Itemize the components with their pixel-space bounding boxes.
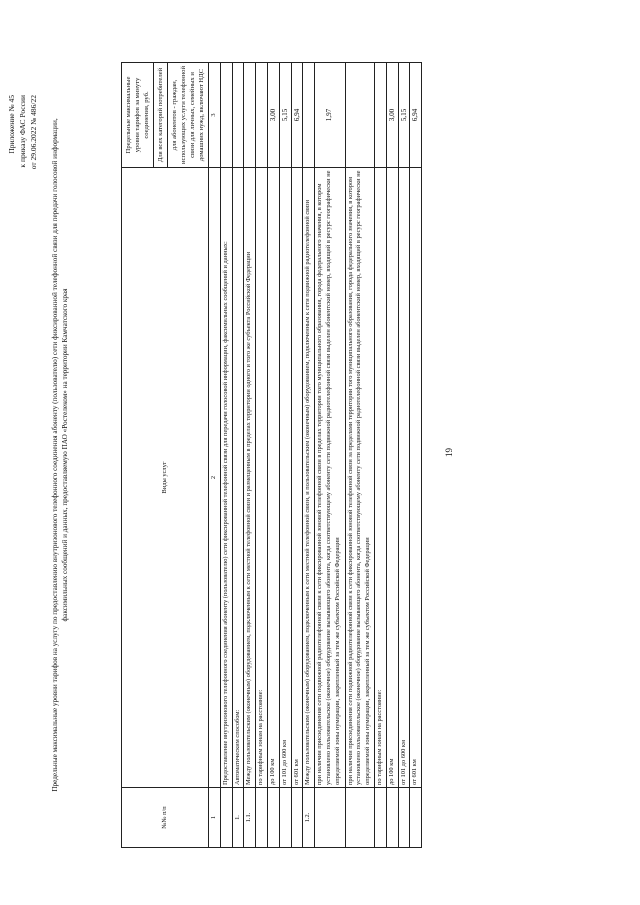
table-row: [374, 63, 386, 848]
header-limit: Предельные максимальные уровни тарифов за минуту соединения, руб.: [122, 63, 154, 168]
tariff-table: [121, 62, 422, 848]
row-tariff-value: 6,94: [410, 63, 422, 168]
row-service-text: при наличии присоединения сети подвижной радиотелефонной связи к сети фиксированной зоновой телефонной связи за пределами территории того муниципального образования, города федерального значения, в котором установлено пользовательское (оконечное) оборудование вызывающего абонента, когда соответствующему абоненту сети подвижной радиотелефонной связи выделен абонентский номер, входящий в ресурс географически не определяемой зоны нумерации, закрепленный за тем же субъектом Российской Федерации: [345, 168, 374, 788]
row-tariff-value: 3,00: [267, 63, 279, 168]
row-service-text: от 601 км: [410, 168, 422, 788]
row-number: 1.: [232, 788, 244, 848]
column-number-row: [209, 63, 221, 848]
row-service-text: от 101 до 600 км: [279, 168, 291, 788]
row-number: [291, 788, 303, 848]
column-number: 2: [209, 168, 221, 788]
row-service-text: до 100 км: [267, 168, 279, 788]
table-row: [386, 63, 398, 848]
row-service-text: при наличии присоединения сети подвижной радиотелефонной связи к сети фиксированной зоновой телефонной связи в пределах территории того муниципального образования, города федерального значения, в котором установлено пользовательское (оконечное) оборудование вызывающего абонента, когда соответствующему абоненту сети подвижной радиотелефонной связи выделен абонентский номер, входящий в ресурс географически не определяемой зоны нумерации, закрепленный за тем же субъектом Российской Федерации: [315, 168, 345, 788]
row-service-text: по тарифным зонам на расстояние:: [256, 168, 268, 788]
row-tariff-value: [220, 63, 232, 168]
appendix-line: Приложение № 45: [7, 95, 16, 154]
row-tariff-value: 5,15: [279, 63, 291, 168]
row-number: [386, 788, 398, 848]
row-number: [374, 788, 386, 848]
title-line: Предельные максимальные уровни тарифов на услугу по предоставлению внутризонового телефонного соединения абоненту (пользователю) сети фиксированной телефонной связи для передачи голосовой информации,: [51, 118, 59, 792]
row-service-text: Предоставление внутризонового телефонного соединения абоненту (пользователю) сети фиксированной телефонной связи для передачи голосовой информации, факсимильных сообщений и данных:: [220, 168, 232, 788]
row-number: [398, 788, 410, 848]
row-number: [345, 788, 374, 848]
row-tariff-value: [256, 63, 268, 168]
table-row: [291, 63, 303, 848]
row-number: [315, 788, 345, 848]
header-cat-citizens: для абонентов - граждан, использующих услуги телефонной связи для личных, семейных и домашних нужд, включают НДС: [168, 63, 209, 168]
row-number: [267, 788, 279, 848]
table-row: [256, 63, 268, 848]
document-title: [50, 65, 70, 845]
table-row: [398, 63, 410, 848]
table-header-row: [122, 63, 154, 848]
table-row: [267, 63, 279, 848]
row-tariff-value: [232, 63, 244, 168]
row-number: 1.1.: [244, 788, 256, 848]
row-service-text: до 100 км: [386, 168, 398, 788]
row-tariff-value: [374, 63, 386, 168]
header-service: Виды услуг: [122, 168, 209, 788]
title-line: факсимильных сообщений и данных, предоставляемую ПАО «Ростелеком» на территории Камчатского края: [61, 288, 69, 622]
row-service-text: Между пользовательским (оконечным) оборудованием, подключенным к сети местной телефонной связи, и пользовательским (оконечным) оборудованием, подключенным к сети подвижной радиотелефонной связи: [303, 168, 315, 788]
table-body: [220, 63, 421, 848]
table-row: [410, 63, 422, 848]
header-cat-all: Для всех категорий потребителей: [154, 63, 168, 168]
column-number: 1: [209, 788, 221, 848]
row-tariff-value: [244, 63, 256, 168]
row-number: [410, 788, 422, 848]
table-row: [232, 63, 244, 848]
appendix-line: к приказу ФАС России: [18, 95, 27, 168]
table-row: [315, 63, 345, 848]
row-tariff-value: 1,97: [315, 63, 345, 168]
header-num: №№ п/п: [122, 788, 209, 848]
appendix-line: от 29.06.2022 № 486/22: [29, 95, 38, 170]
table-row: [220, 63, 232, 848]
row-tariff-value: [303, 63, 315, 168]
row-tariff-value: [345, 63, 374, 168]
table-row: [303, 63, 315, 848]
table-row: [345, 63, 374, 848]
row-number: [220, 788, 232, 848]
row-service-text: от 101 до 600 км: [398, 168, 410, 788]
row-service-text: Между пользовательским (оконечным) оборудованием, подключенным к сети местной телефонной связи и размещенным в пределах территории одного и того же субъекта Российской Федерации: [244, 168, 256, 788]
page-number: 19: [444, 448, 454, 457]
row-tariff-value: 3,00: [386, 63, 398, 168]
row-number: 1.2.: [303, 788, 315, 848]
row-tariff-value: 6,94: [291, 63, 303, 168]
row-number: [256, 788, 268, 848]
row-number: [279, 788, 291, 848]
column-number: 3: [209, 63, 221, 168]
row-tariff-value: 5,15: [398, 63, 410, 168]
row-service-text: от 601 км: [291, 168, 303, 788]
row-service-text: Автоматическим способом:: [232, 168, 244, 788]
row-service-text: по тарифным зонам на расстояние:: [374, 168, 386, 788]
table-row: [244, 63, 256, 848]
appendix-block: [6, 95, 39, 169]
table-row: [279, 63, 291, 848]
